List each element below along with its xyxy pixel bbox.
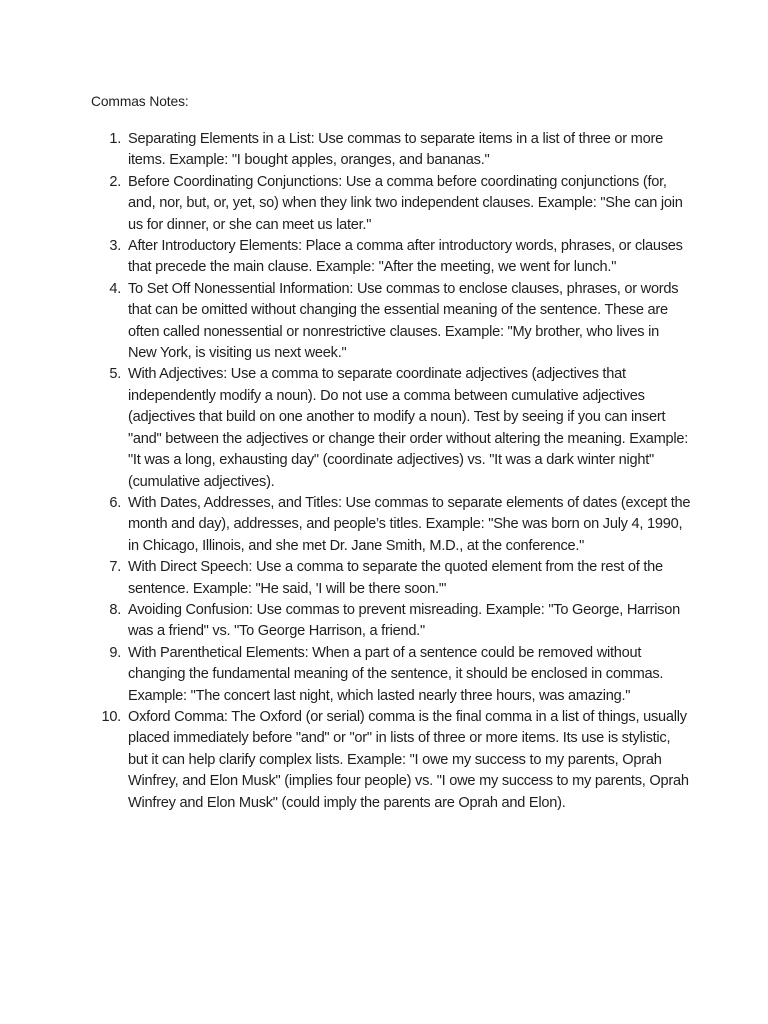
list-item xyxy=(91,279,691,365)
list-item-number: 1. xyxy=(109,131,121,147)
list-item-text: With Parenthetical Elements: When a part of a sentence could be removed without changing the fundamental meaning of the sentence, it should be enclosed in commas. Example: "The concert last night, which lasted nearly three hours, was amazing." xyxy=(128,644,664,704)
list-item xyxy=(91,172,691,236)
list-item-number: 10. xyxy=(101,708,121,725)
list-item-text: With Direct Speech: Use a comma to separate the quoted element from the rest of the sentence. Example: "He said, 'I will be there soon.'" xyxy=(128,559,663,597)
notes-list xyxy=(91,129,691,814)
list-item-number: 4. xyxy=(109,280,121,297)
list-item-text: After Introductory Elements: Place a comma after introductory words, phrases, or clauses that precede the main clause. Example: "After the meeting, we went for lunch." xyxy=(128,238,683,276)
list-item xyxy=(91,600,691,643)
list-item-text: Before Coordinating Conjunctions: Use a comma before coordinating conjunctions (for, and, nor, but, or, yet, so) when they link two independent clauses. Example: "She can join us for dinner, or she can meet us later." xyxy=(128,173,683,233)
list-item xyxy=(91,643,691,707)
list-item xyxy=(91,129,691,172)
list-item xyxy=(91,364,691,492)
list-item xyxy=(91,236,691,279)
list-item-number: 8. xyxy=(109,601,121,618)
list-item-text: With Dates, Addresses, and Titles: Use commas to separate elements of dates (except the month and day), addresses, and people’s titles. Example: "She was born on July 4, 1990, in Chicago, Illinois, and she met Dr. Jane Smith, M.D., at the conference." xyxy=(128,494,691,554)
list-item-text: With Adjectives: Use a comma to separate coordinate adjectives (adjectives that independently modify a noun). Do not use a comma between cumulative adjectives (adjectives that build on one another to modify a noun). Test by seeing if you can insert "and" between the adjectives or change their order without altering the meaning. Example: "It was a long, exhausting day" (coordinate adjectives) vs. "It was a dark winter night" (cumulative adjectives). xyxy=(128,366,689,490)
list-item-number: 2. xyxy=(109,173,121,190)
document-page xyxy=(91,91,691,814)
list-item-number: 6. xyxy=(109,494,121,511)
list-item-text: Oxford Comma: The Oxford (or serial) comma is the final comma in a list of things, usually placed immediately before "and" or "or" in lists of three or more items. Its use is stylistic, but it can help clarify complex lists. Example: "I owe my success to my parents, Oprah Winfrey, and Elon Musk" (implies four people) vs. "I owe my success to my parents, Oprah Winfrey and Elon Musk" (could imply the parents are Oprah and Elon). xyxy=(128,708,689,811)
list-item-number: 3. xyxy=(109,238,121,255)
document-title: Commas Notes: xyxy=(91,94,189,109)
list-item-text: To Set Off Nonessential Information: Use commas to enclose clauses, phrases, or words that can be omitted without changing the essential meaning of the sentence. These are often called nonessential or nonrestrictive clauses. Example: "My brother, who lives in New York, is visiting us next week." xyxy=(128,280,679,362)
list-item-number: 5. xyxy=(109,366,121,383)
list-item xyxy=(91,493,691,557)
list-item-number: 9. xyxy=(109,644,121,661)
list-item-text: Separating Elements in a List: Use commas to separate items in a list of three or more items. Example: "I bought apples, oranges, and bananas." xyxy=(128,131,663,169)
list-item xyxy=(91,707,691,814)
list-item xyxy=(91,557,691,600)
list-item-number: 7. xyxy=(109,559,121,576)
list-item-text: Avoiding Confusion: Use commas to prevent misreading. Example: "To George, Harrison was a friend" vs. "To George Harrison, a friend." xyxy=(128,601,680,640)
